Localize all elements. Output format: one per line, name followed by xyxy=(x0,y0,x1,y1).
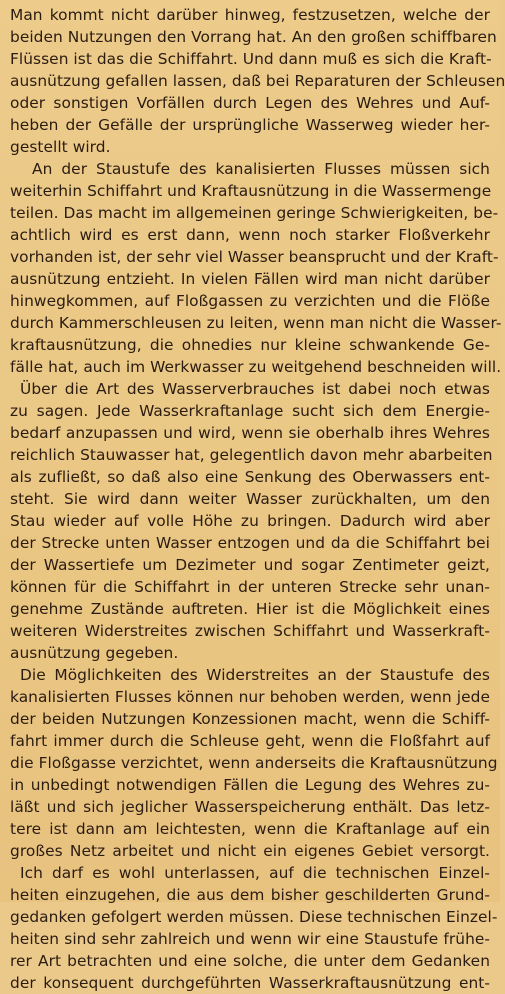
text-line: teilen. Das macht im allgemeinen geringe Schwierigkeiten, be- xyxy=(10,204,499,222)
text-line: großes Netz arbeitet und nicht ein eigenes Gebiet versorgt. xyxy=(10,842,490,860)
text-line: zu sagen. Jede Wasserkraftanlage sucht sich dem Energie- xyxy=(10,402,490,420)
text-line: Ich darf es wohl unterlassen, auf die technischen Einzel- xyxy=(20,864,490,882)
text-line: läßt und sich jeglicher Wasserspeicherung enthält. Das letz- xyxy=(10,798,490,816)
text-line: ausnützung gegeben. xyxy=(10,644,179,662)
text-line: Flüssen ist das die Schiffahrt. Und dann muß es sich die Kraft- xyxy=(10,50,492,68)
paragraph-1 xyxy=(10,4,505,158)
text-line: der konsequent durchgeführten Wasserkraftausnützung ent- xyxy=(10,974,490,992)
text-column xyxy=(10,4,505,994)
text-line: ausnützung entzieht. In vielen Fällen wird man nicht darüber xyxy=(10,270,490,288)
text-line: als zufließt, so daß also eine Senkung des Oberwassers ent- xyxy=(10,468,490,486)
text-line: gestellt wird. xyxy=(10,138,111,156)
text-line: rer Art betrachten und eine solche, die unter dem Gedanken xyxy=(10,952,490,970)
text-line: bedarf anzupassen und wird, wenn sie oberhalb ihres Wehres xyxy=(10,424,490,442)
text-line: vorhanden ist, der sehr viel Wasser beansprucht und der Kraft- xyxy=(10,248,499,266)
text-line: gedanken gefolgert werden müssen. Diese technischen Einzel- xyxy=(10,908,498,926)
paragraph-5 xyxy=(10,862,498,994)
text-line: An der Staustufe des kanalisierten Flusses müssen sich xyxy=(32,160,490,178)
text-line: heben der Gefälle der ursprüngliche Wasserweg wieder her- xyxy=(10,116,490,134)
text-line: der Strecke unten Wasser entzogen und da die Schiffahrt bei xyxy=(10,534,490,552)
text-line: reichlich Stauwasser hat, gelegentlich davon mehr abarbeiten xyxy=(10,446,493,464)
text-line: heiten sind sehr zahlreich und wenn wir eine Staustufe frühe- xyxy=(10,930,490,948)
text-line: steht. Sie wird dann weiter Wasser zurückhalten, um den xyxy=(10,490,490,508)
text-line: oder sonstigen Vorfällen durch Legen des Wehres und Auf- xyxy=(10,94,490,112)
text-line: können für die Schiffahrt in der unteren Strecke sehr unan- xyxy=(10,578,490,596)
text-line: der beiden Nutzungen Konzessionen macht, wenn die Schiff- xyxy=(10,710,490,728)
paragraph-2 xyxy=(10,158,502,378)
text-line: heiten einzugehen, die aus dem bisher geschilderten Grund- xyxy=(10,886,490,904)
text-line: genehme Zustände auftreten. Hier ist die Möglichkeit eines xyxy=(10,600,490,618)
text-line: weiteren Widerstreites zwischen Schiffahrt und Wasserkraft- xyxy=(10,622,490,640)
text-line: in unbedingt notwendigen Fällen die Legung des Wehres zu- xyxy=(10,776,490,794)
paragraph-3 xyxy=(10,378,493,664)
text-line: Über die Art des Wasserverbrauches ist dabei noch etwas xyxy=(20,380,490,398)
text-line: durch Kammerschleusen zu leiten, wenn man nicht die Wasser- xyxy=(10,314,502,332)
text-line: fälle hat, auch im Werkwasser zu weitgehend beschneiden will. xyxy=(10,358,502,376)
text-line: Die Möglichkeiten des Widerstreites an der Staustufe des xyxy=(20,666,490,684)
text-line: weiterhin Schiffahrt und Kraftausnützung in die Wassermenge xyxy=(10,182,492,200)
text-line: hinwegkommen, auf Floßgassen zu verzichten und die Flöße xyxy=(10,292,490,310)
text-line: die Floßgasse verzichtet, wenn anderseits die Kraftausnützung xyxy=(10,754,498,772)
text-line: Stau wieder auf volle Höhe zu bringen. Dadurch wird aber xyxy=(10,512,490,530)
text-line: kraftausnützung, die ohnedies nur kleine schwankende Ge- xyxy=(10,336,490,354)
text-line: der Wassertiefe um Dezimeter und sogar Zentimeter geizt, xyxy=(10,556,490,574)
text-line: kanalisierten Flusses können nur behoben werden, wenn jede xyxy=(10,688,490,706)
paragraph-4 xyxy=(10,664,498,862)
text-line: beiden Nutzungen den Vorrang hat. An den großen schiffbaren xyxy=(10,28,497,46)
text-line: achtlich wird es erst dann, wenn noch starker Floßverkehr xyxy=(10,226,490,244)
text-line: tere ist dann am leichtesten, wenn die Kraftanlage auf ein xyxy=(10,820,490,838)
text-line: ausnützung gefallen lassen, daß bei Reparaturen der Schleusen xyxy=(10,72,505,90)
text-line: fahrt immer durch die Schleuse geht, wenn die Floßfahrt auf xyxy=(10,732,490,750)
text-line: Man kommt nicht darüber hinweg, festzusetzen, welche der xyxy=(10,6,490,24)
